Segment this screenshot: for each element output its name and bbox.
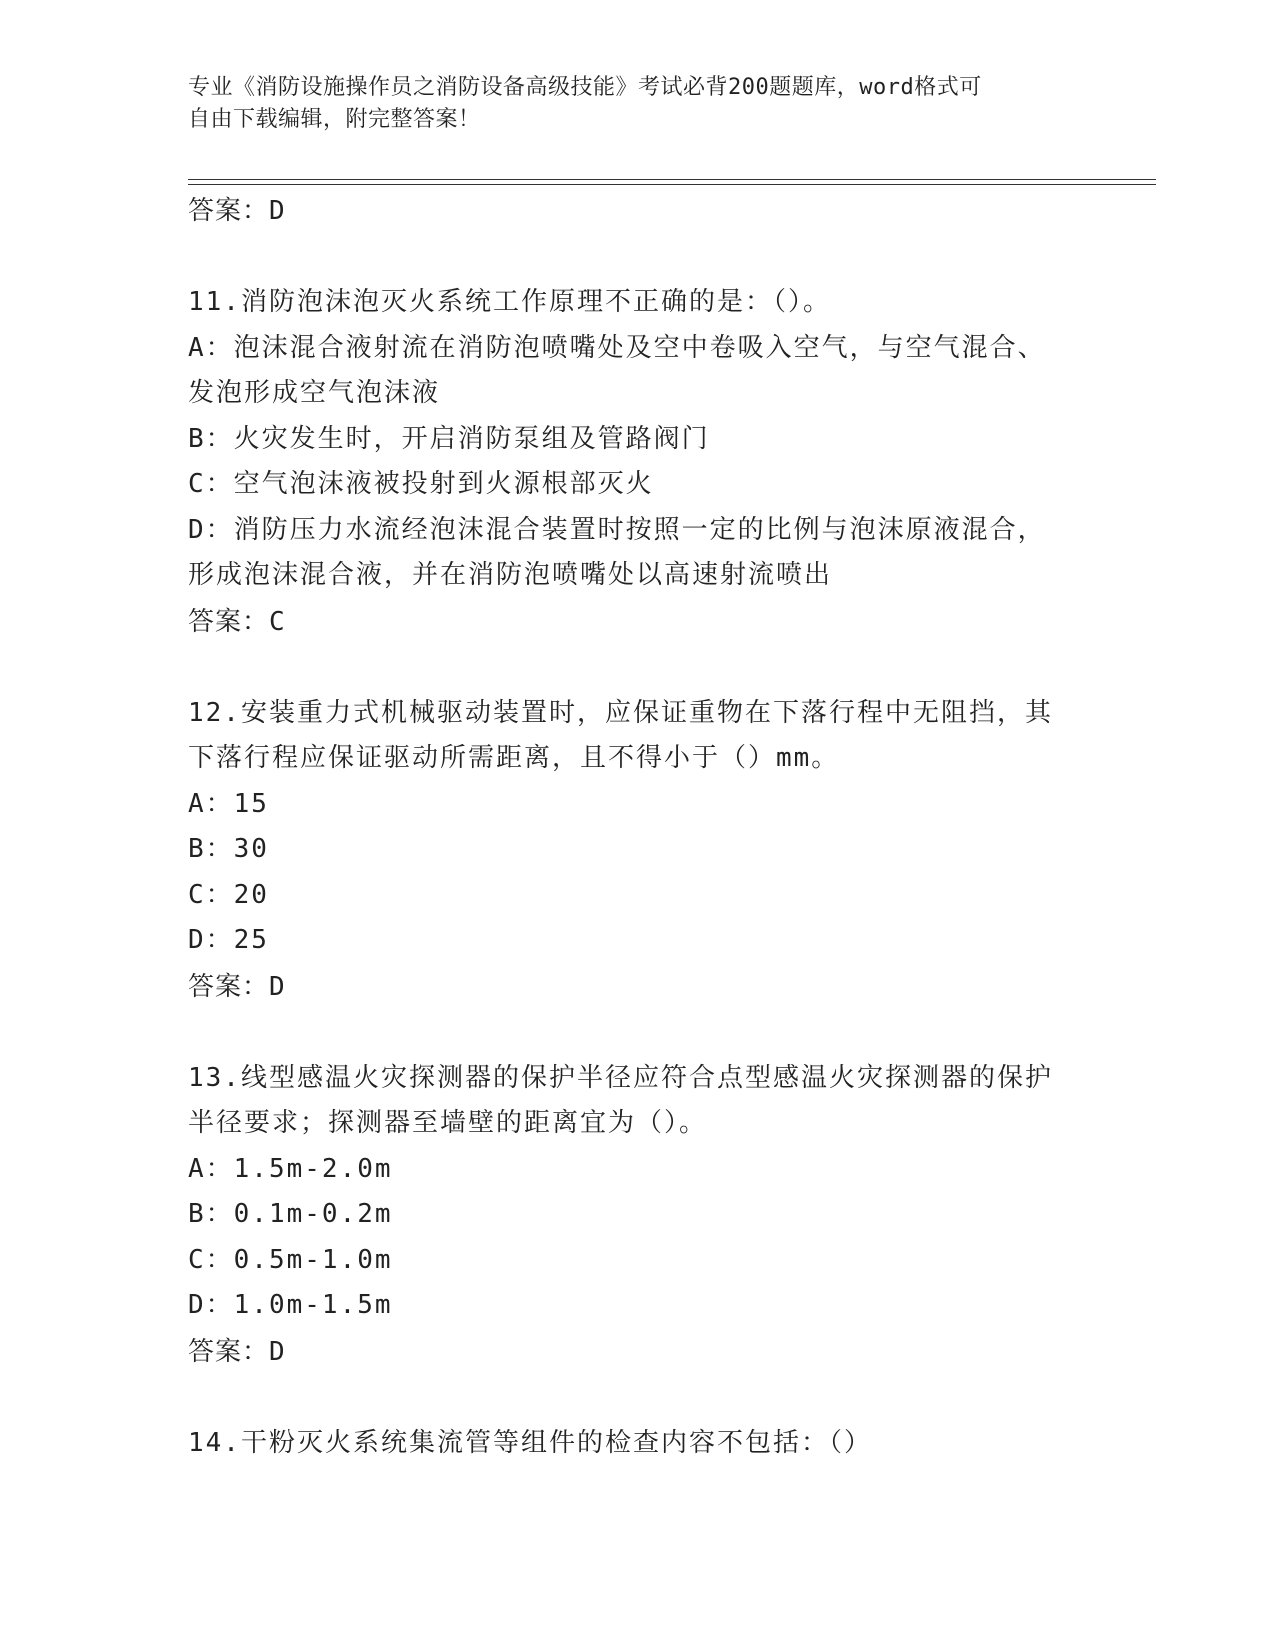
question-text: 14.干粉灭火系统集流管等组件的检查内容不包括：（）: [188, 1427, 872, 1458]
question-text: 11.消防泡沫泡灭火系统工作原理不正确的是：（）。: [188, 287, 831, 317]
answer-line: 答案：D: [188, 196, 286, 226]
question-text-continued: 下落行程应保证驱动所需距离，且不得小于（）mm。: [188, 743, 840, 773]
option-b: B：火灾发生时，开启消防泵组及管路阀门: [188, 423, 710, 454]
option-c: C：20: [188, 879, 269, 910]
option-c: C：空气泡沫液被投射到火源根部灭火: [188, 469, 654, 499]
option-d: D：25: [188, 925, 269, 955]
option-d: D：消防压力水流经泡沫混合装置时按照一定的比例与泡沫原液混合，: [188, 514, 1046, 545]
question-14: [188, 1421, 1088, 1467]
option-b: B：30: [188, 834, 269, 864]
page-header: [188, 72, 1088, 136]
option-d-continued: 形成泡沫混合液，并在消防泡喷嘴处以高速射流喷出: [188, 560, 833, 590]
header-line-2: 自由下载编辑，附完整答案！: [188, 107, 481, 132]
option-a: A：泡沫混合液射流在消防泡喷嘴处及空中卷吸入空气，与空气混合、: [188, 332, 1046, 363]
answer-line: 答案：C: [188, 606, 286, 637]
option-c: C：0.5m-1.0m: [188, 1244, 393, 1275]
question-12: [188, 691, 1088, 1010]
question-13: [188, 1056, 1088, 1375]
option-b: B：0.1m-0.2m: [188, 1199, 393, 1229]
question-text: 12.安装重力式机械驱动装置时，应保证重物在下落行程中无阻挡，其: [188, 697, 1053, 728]
option-a: A：15: [188, 788, 269, 819]
option-a: A：1.5m-2.0m: [188, 1153, 393, 1184]
answer-line: 答案：D: [188, 971, 286, 1002]
header-line-1: 专业《消防设施操作员之消防设备高级技能》考试必背200题题库，word格式可: [188, 75, 982, 100]
answer-line: 答案：D: [188, 1336, 286, 1367]
option-a-continued: 发泡形成空气泡沫液: [188, 378, 441, 408]
question-text: 13.线型感温火灾探测器的保护半径应符合点型感温火灾探测器的保护: [188, 1062, 1053, 1093]
header-divider-top: [188, 179, 1156, 180]
header-divider-bottom: [188, 184, 1156, 185]
question-text-continued: 半径要求；探测器至墙壁的距离宜为（）。: [188, 1108, 708, 1138]
document-body: [188, 188, 1088, 1466]
question-11: [188, 280, 1088, 645]
option-d: D：1.0m-1.5m: [188, 1290, 393, 1320]
